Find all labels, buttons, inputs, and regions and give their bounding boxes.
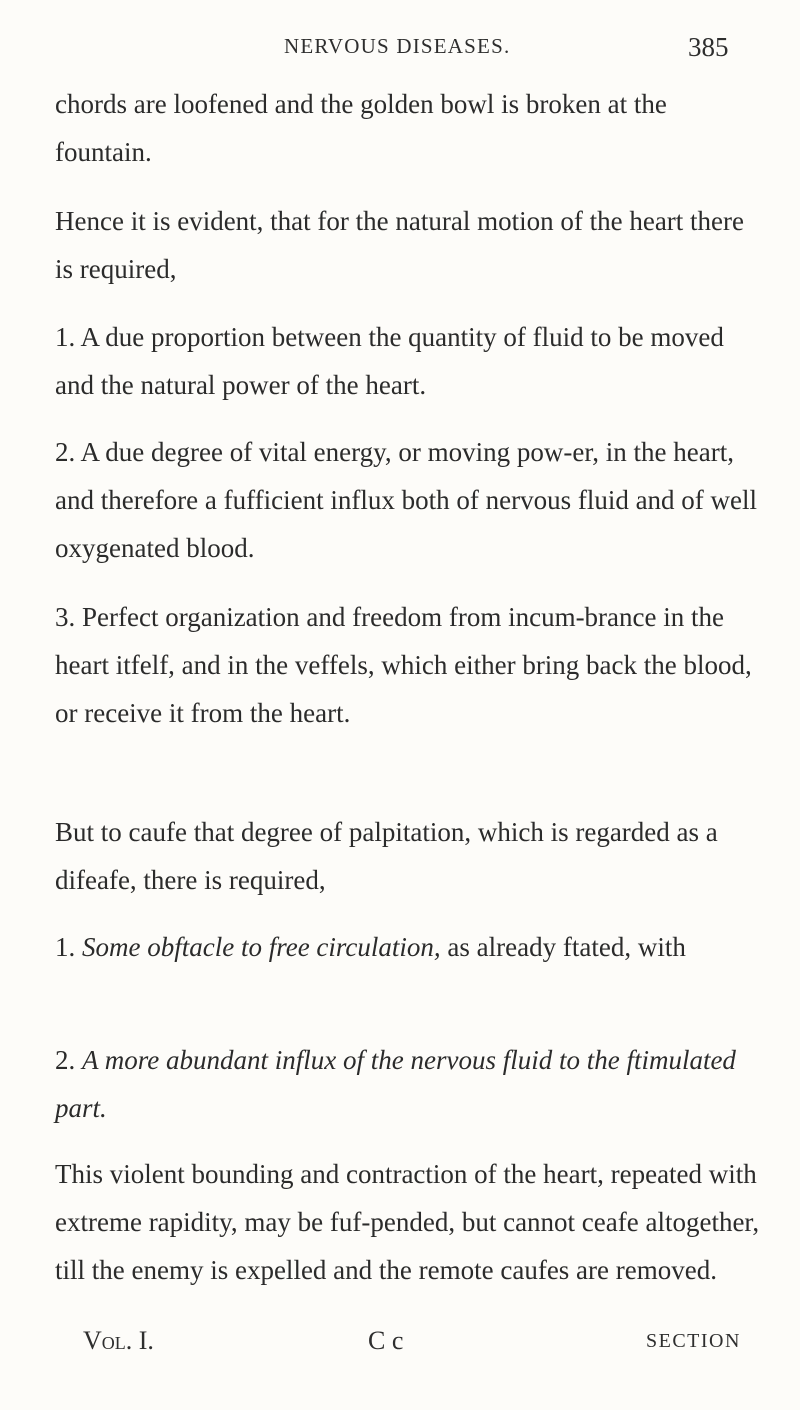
italic-phrase-2: A more abundant influx of the nervous fluid to the ftimulated part. [55, 1045, 736, 1123]
running-head [0, 30, 800, 70]
list-number-1: 1. [55, 932, 76, 962]
signature-mark: C c [368, 1326, 404, 1355]
paragraph-5: 3. Perfect organization and freedom from incum-brance in the heart itfelf, and in the veffels, which either bring back the blood, or receive it from the heart. [55, 602, 752, 728]
paragraph-8 [55, 1036, 761, 1132]
running-title: NERVOUS DISEASES. [284, 34, 511, 58]
paragraph-7-rest: as already ftated, with [447, 932, 686, 962]
page-number: 385 [688, 32, 729, 62]
italic-phrase-1: Some obftacle to free circulation, [82, 932, 441, 962]
paragraph-7 [55, 923, 761, 971]
paragraph-3: 1. A due proportion between the quantity of fluid to be moved and the natural power of the heart. [55, 322, 724, 400]
paragraph-6: But to caufe that degree of palpitation, which is regarded as a difeafe, there is required, [55, 817, 718, 895]
paragraph-4: 2. A due degree of vital energy, or moving pow-er, in the heart, and therefore a fufficient influx both of nervous fluid and of well oxygenated blood. [55, 437, 758, 563]
paragraph-2: Hence it is evident, that for the natural motion of the heart there is required, [55, 206, 745, 284]
paragraph-9: This violent bounding and contraction of the heart, repeated with extreme rapidity, may be fuf-pended, but cannot ceafe altogether, till the enemy is expelled and the remote caufes are removed. [55, 1159, 760, 1285]
volume-label: Vol. I. [83, 1326, 154, 1355]
paragraph-1: chords are loofened and the golden bowl is broken at the fountain. [55, 89, 667, 167]
list-number-2: 2. [55, 1045, 76, 1075]
catchword: SECTION [646, 1330, 741, 1352]
page-footer [0, 1326, 800, 1366]
